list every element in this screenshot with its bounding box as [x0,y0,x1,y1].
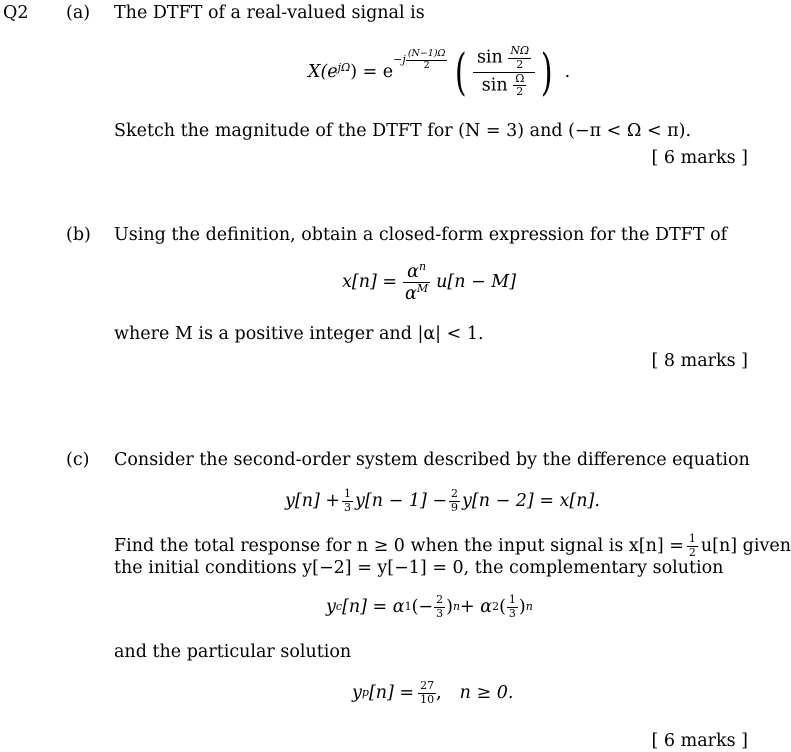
sin-bottom: sin [481,75,508,96]
part-c-marks: [ 6 marks ] [651,731,748,751]
particular-label: and the particular solution [114,642,352,662]
yp-frac [418,680,436,706]
diff-eq-f2-den: 9 [451,500,459,514]
alpha-den-sup: M [416,281,429,295]
find-line-2: the initial conditions y[−2] = y[−1] = 0, the complementary solution [114,558,724,578]
sin-top: sin [476,47,503,68]
yc-t1-sub: 1 [404,600,412,613]
right-paren: ) [541,43,553,101]
alpha-num-sup: n [418,259,427,273]
yp-lhs: y [352,683,362,703]
part-b-frac-den [403,283,430,304]
yp-t2: , [436,683,442,703]
find-line-1-f-num: 1 [688,532,696,545]
diff-eq-frac2 [449,488,460,514]
yc-f2-num: 1 [508,592,516,606]
part-c-label: (c) [66,450,90,470]
yc-frac2 [507,594,518,620]
part-a-exp-num: (N−1)Ω [407,47,446,59]
part-a-main-frac [473,45,535,99]
part-b-condition: where M is a positive integer and |α| < 1. [114,324,484,344]
part-a-marks: [ 6 marks ] [651,148,748,168]
find-line-1-f-den: 2 [688,545,696,559]
yc-t6-sup: n [525,600,533,613]
yc-frac1 [434,594,445,620]
alpha-num: α [407,261,419,282]
part-a-exp-frac [406,49,448,72]
top-inner-num: NΩ [510,44,530,58]
yc-t5: ( [499,597,506,617]
diff-eq-f2-num: 2 [451,486,459,500]
part-a-equation [308,42,570,102]
yp-cond: n ≥ 0. [459,683,514,703]
part-a-eq-rhs-base: ) = e [350,62,394,82]
yp-lhs-sub: p [361,686,369,699]
top-inner-frac [508,45,531,71]
part-a-task: Sketch the magnitude of the DTFT for (N = 3) and (−π < Ω < π). [114,121,692,141]
part-a-eq-lhs-sup: jΩ [337,61,351,74]
part-a-intro: The DTFT of a real-valued signal is [114,3,425,23]
part-b-frac-num [403,261,430,283]
diff-eq-t2: y[n − 1] − [355,491,448,511]
part-b-intro: Using the definition, obtain a closed-form expression for the DTFT of [114,225,728,245]
part-a-exponent [393,49,447,72]
find-line-1-pre: Find the total response for n ≥ 0 when the input signal is x[n] = [114,536,684,557]
part-b-eq-lhs: x[n] = [342,272,398,292]
diff-eq-f1-num: 1 [344,486,352,500]
part-b-label: (b) [66,225,91,245]
find-line-1-frac [687,533,698,559]
find-line-1-post: u[n] given [700,536,791,557]
yc-f1-den: 3 [436,606,444,620]
part-a-exp-den: 2 [423,59,430,71]
diff-eq-f1-den: 3 [344,500,352,514]
diff-eq-t3: y[n − 2] = x[n]. [462,491,600,511]
yp-t1: [n] = [368,683,415,703]
yc-t4-sub: 2 [492,600,500,613]
diff-eq-t1: y[n] + [285,491,341,511]
part-b-frac [403,261,430,304]
bot-inner-frac [513,73,526,99]
part-a-exp-prefix: −j [393,52,406,66]
part-a-label: (a) [66,3,91,23]
complementary-solution [326,590,533,624]
question-label: Q2 [3,3,29,23]
top-inner-den: 2 [516,57,524,71]
part-c-intro: Consider the second-order system described by the difference equation [114,450,750,470]
part-a-eq-lhs: X(e [308,62,338,82]
part-b-marks: [ 8 marks ] [651,351,748,371]
yp-f-den: 10 [420,692,435,706]
yp-f-num: 27 [420,678,435,692]
yc-lhs-sub: c [335,600,343,613]
part-b-equation [342,256,516,308]
yc-t3: ) [446,597,453,617]
particular-solution [352,676,513,710]
part-a-trailing: . [564,62,571,82]
left-paren: ( [455,43,468,101]
yc-t3-sup: n [452,600,461,613]
part-b-eq-rhs: u[n − M] [436,272,517,292]
alpha-den: α [405,283,417,304]
find-line-1 [114,533,791,559]
bot-inner-num: Ω [515,71,525,85]
yc-t1: [n] = α [342,597,405,617]
difference-equation [285,484,600,518]
yc-t2: (− [411,597,434,617]
yc-lhs: y [326,597,336,617]
yc-f1-num: 2 [436,592,444,606]
diff-eq-frac1 [342,488,353,514]
part-a-main-num [473,45,535,72]
bot-inner-den: 2 [516,85,524,99]
yc-f2-den: 3 [508,606,516,620]
yc-t6: ) [518,597,526,617]
yc-t4: + α [460,597,493,617]
part-a-main-den [473,73,535,99]
